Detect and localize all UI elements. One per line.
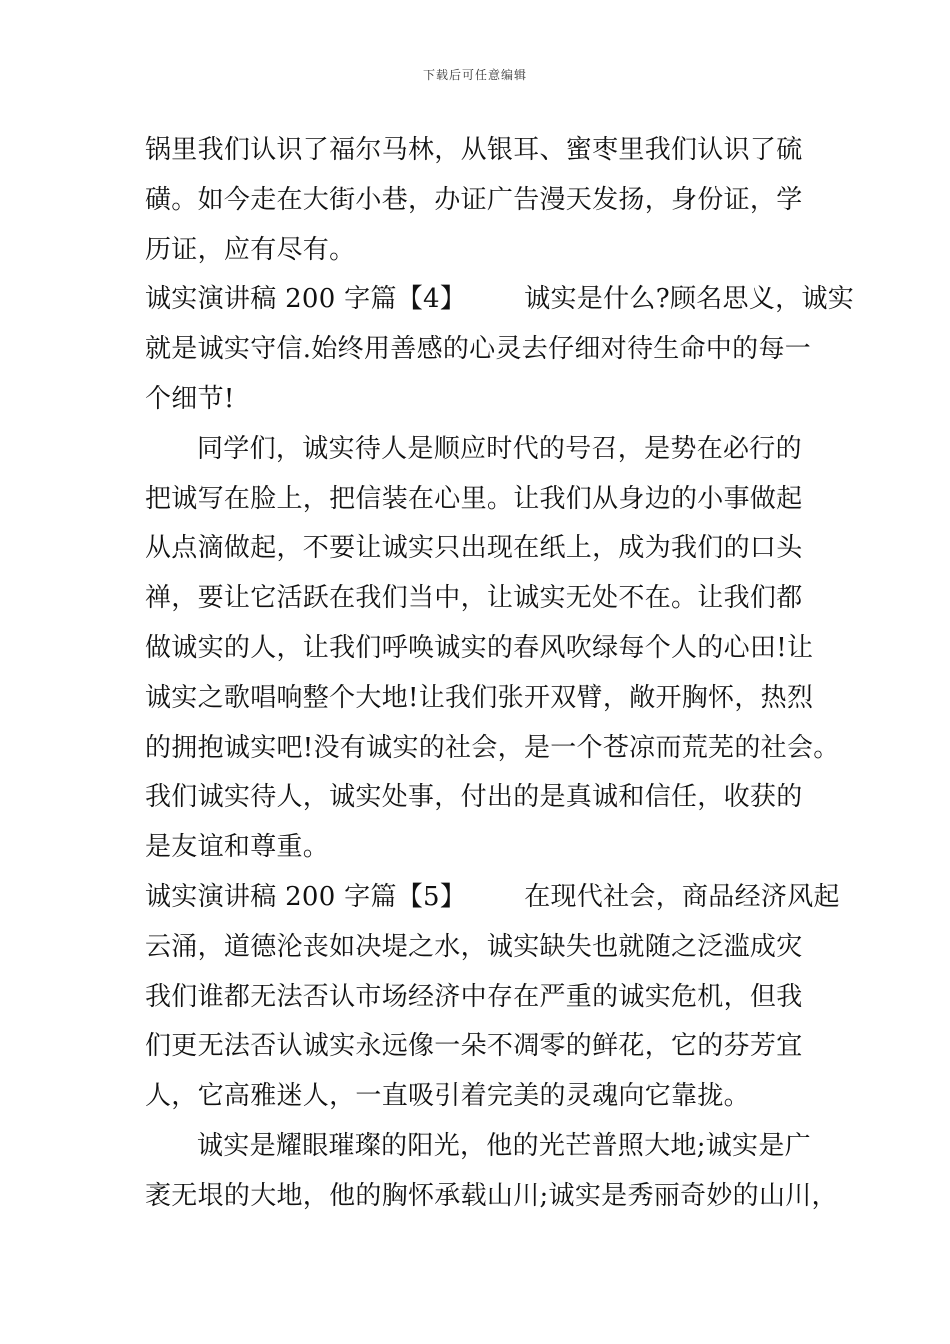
page-header: 下载后可任意编辑: [422, 68, 527, 82]
section-heading-line: [145, 275, 855, 325]
text-line: 袤无垠的大地，他的胸怀承载山川;诚实是秀丽奇妙的山川，: [145, 1180, 838, 1211]
text-line: 把诚写在脸上，把信装在心里。让我们从身边的小事做起: [145, 483, 803, 514]
text-segment: 在现代社会，商品经济风起: [524, 881, 840, 912]
text-line: 的拥抱诚实吧!没有诚实的社会，是一个苍凉而荒芜的社会。: [145, 732, 840, 763]
text-line: 做诚实的人，让我们呼唤诚实的春风吹绿每个人的心田!让: [145, 632, 814, 663]
text-line: 诚实之歌唱响整个大地!让我们张开双臂，敞开胸怀，热烈: [145, 682, 814, 713]
section-heading-line: [145, 873, 840, 923]
paragraph-first-line: 诚实是耀眼璀璨的阳光，他的光芒普照大地;诚实是广: [197, 1130, 811, 1161]
text-line: 我们谁都无法否认市场经济中存在严重的诚实危机，但我: [145, 981, 803, 1012]
text-line: 个细节!: [145, 383, 235, 414]
text-line: 历证，应有尽有。: [145, 234, 356, 265]
section-heading: 诚实演讲稿 200 字篇【4】: [145, 284, 467, 315]
text-line: 禅，要让它活跃在我们当中，让诚实无处不在。让我们都: [145, 583, 803, 614]
text-line: 们更无法否认诚实永远像一朵不凋零的鲜花，它的芬芳宜: [145, 1031, 803, 1062]
text-line: 是友谊和尊重。: [145, 832, 330, 863]
text-line: 人，它高雅迷人，一直吸引着完美的灵魂向它靠拢。: [145, 1081, 750, 1112]
text-line: 就是诚实守信.始终用善感的心灵去仔细对待生命中的每一: [145, 334, 812, 365]
text-line: 云涌，道德沦丧如决堤之水，诚实缺失也就随之泛滥成灾: [145, 931, 803, 962]
text-line: 从点滴做起，不要让诚实只出现在纸上，成为我们的口头: [145, 533, 803, 564]
text-line: 磺。如今走在大街小巷，办证广告漫天发扬，身份证，学: [145, 184, 803, 215]
text-segment: 诚实是什么?顾名思义，诚实: [524, 284, 855, 315]
paragraph-first-line: 同学们，诚实待人是顺应时代的号召，是势在必行的: [197, 433, 802, 464]
document-body: [145, 126, 855, 1222]
section-heading: 诚实演讲稿 200 字篇【5】: [145, 881, 467, 912]
text-line: 锅里我们认识了福尔马林，从银耳、蜜枣里我们认识了硫: [145, 135, 803, 165]
text-line: 我们诚实待人，诚实处事，付出的是真诚和信任，收获的: [145, 782, 803, 813]
